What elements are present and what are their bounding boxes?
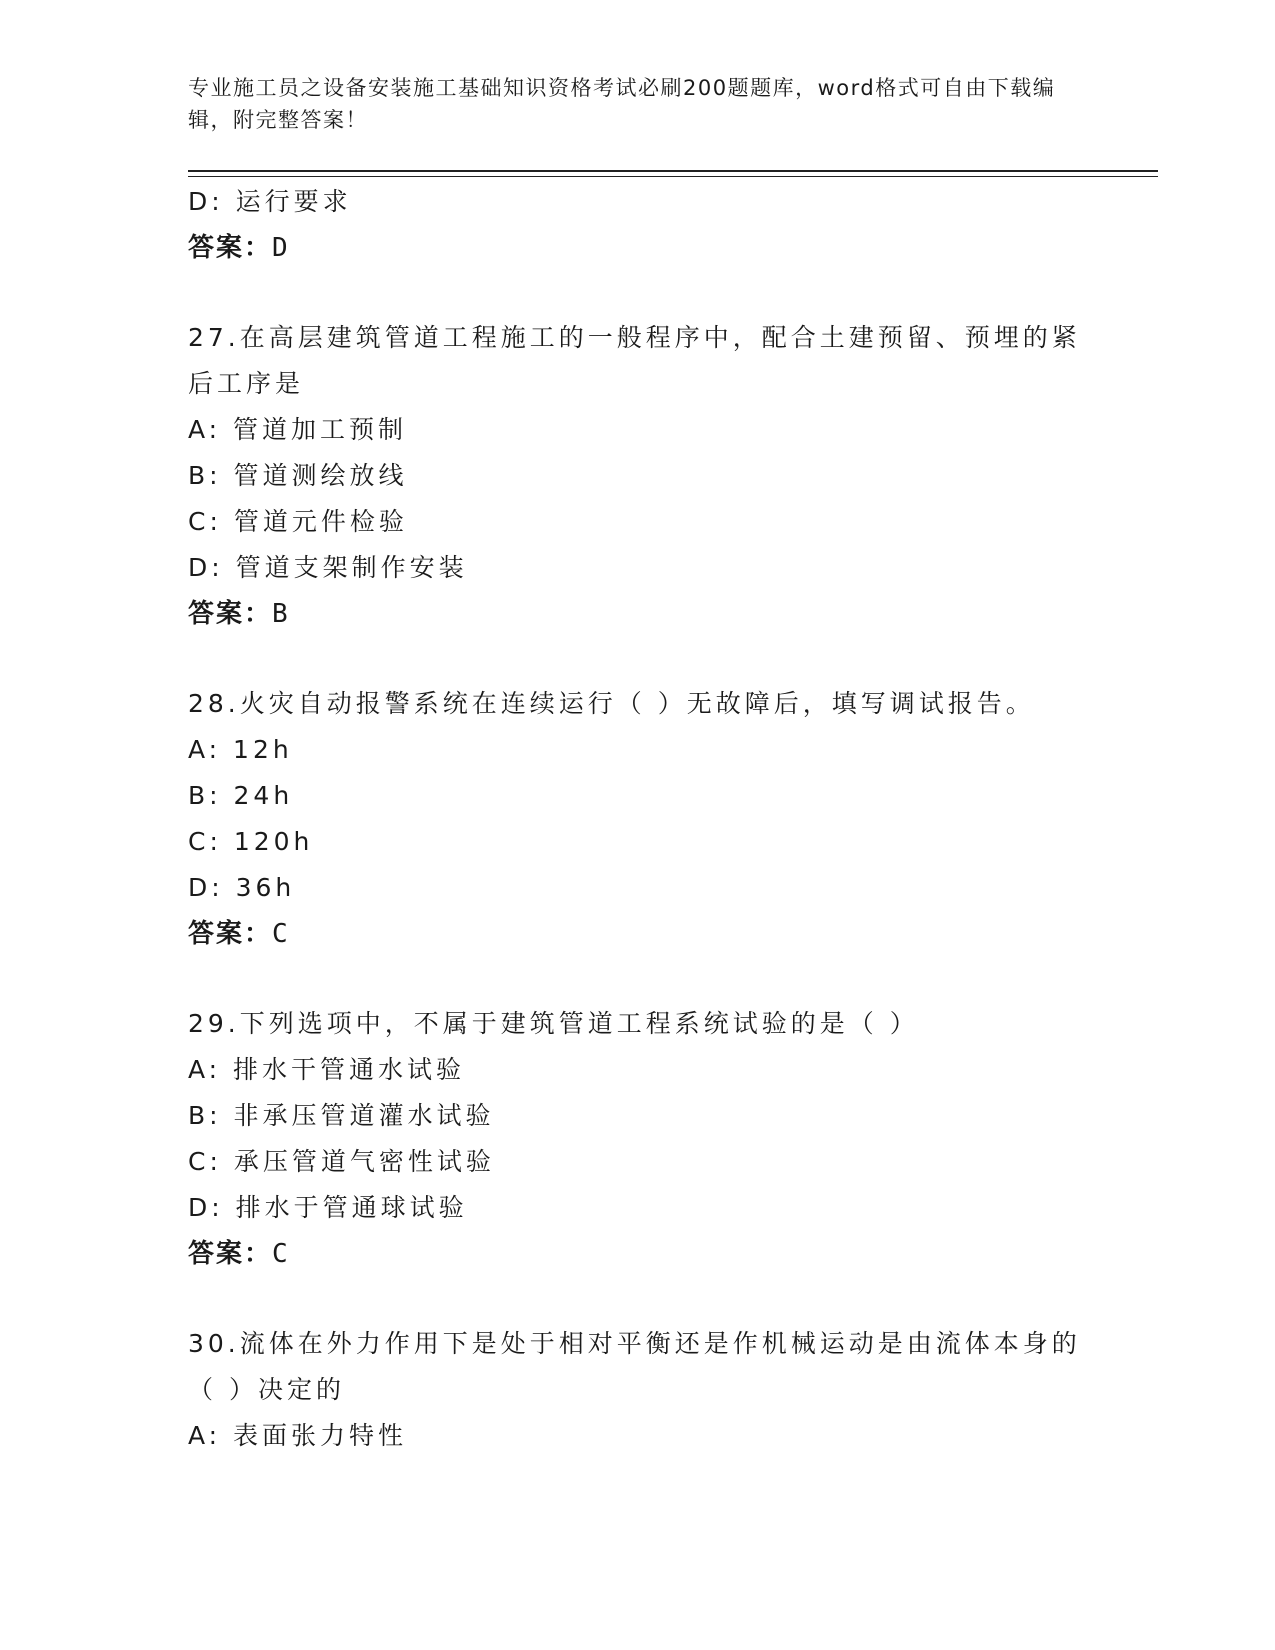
q28-option-c: C: 120h (188, 827, 314, 856)
q29-option-d: D: 排水于管通球试验 (188, 1193, 468, 1222)
q29-answer (188, 1231, 1158, 1277)
answer-line (188, 225, 1158, 271)
question-27-text: 27.在高层建筑管道工程施工的一般程序中，配合土建预留、预埋的紧后工序是 (188, 323, 1081, 398)
question-28-text: 28.火灾自动报警系统在连续运行（ ）无故障后，填写调试报告。 (188, 689, 1035, 718)
q30-option-a: A: 表面张力特性 (188, 1421, 408, 1450)
document-page (188, 72, 1158, 1459)
q27-option-d: D: 管道支架制作安装 (188, 553, 468, 582)
q28-option-d: D: 36h (188, 873, 296, 902)
q27-option-a: A: 管道加工预制 (188, 415, 408, 444)
answer-value: C (272, 1239, 290, 1269)
answer-value: B (272, 599, 290, 629)
q28-answer (188, 911, 1158, 957)
q29-option-a: A: 排水干管通水试验 (188, 1055, 466, 1084)
answer-label: 答案： (188, 1239, 273, 1269)
q28-option-b: B: 24h (188, 781, 294, 810)
answer-value: C (272, 919, 290, 949)
answer-label: 答案： (188, 919, 273, 949)
answer-label: 答案： (188, 233, 273, 263)
question-29-text: 29.下列选项中，不属于建筑管道工程系统试验的是（ ） (188, 1009, 919, 1038)
q27-option-b: B: 管道测绘放线 (188, 461, 408, 490)
q27-option-c: C: 管道元件检验 (188, 507, 408, 536)
answer-value: D (272, 233, 290, 263)
answer-label: 答案： (188, 599, 273, 629)
question-30-text: 30.流体在外力作用下是处于相对平衡还是作机械运动是由流体本身的（ ）决定的 (188, 1329, 1081, 1404)
document-header: 专业施工员之设备安装施工基础知识资格考试必刷200题题库，word格式可自由下载编辑，附完整答案！ (188, 76, 1056, 132)
q29-option-c: C: 承压管道气密性试验 (188, 1147, 495, 1176)
option-d: D: 运行要求 (188, 187, 352, 216)
q28-option-a: A: 12h (188, 735, 293, 764)
q27-answer (188, 591, 1158, 637)
header-divider (188, 170, 1158, 177)
q29-option-b: B: 非承压管道灌水试验 (188, 1101, 495, 1130)
